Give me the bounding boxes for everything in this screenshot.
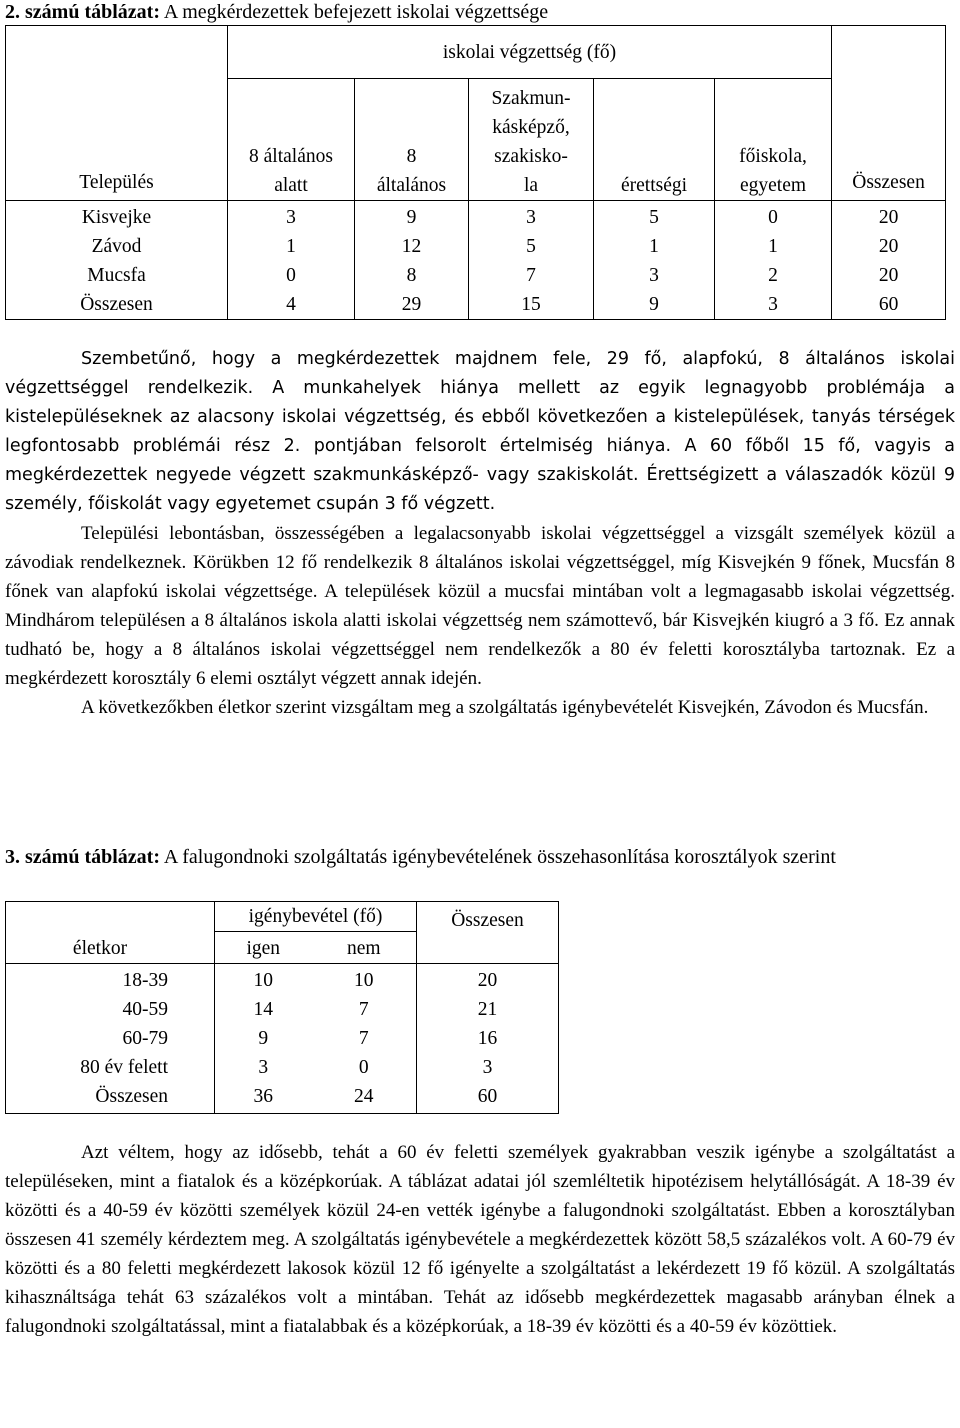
table3: [5, 901, 559, 1114]
row-name-kisvejke: Kisvejke: [81, 207, 152, 228]
table3-caption-text: A falugondnoki szolgáltatás igénybevételének összehasonlítása korosztályok szerint: [159, 846, 836, 868]
table2-row-names: [6, 201, 228, 320]
table3-col-osszesen: 20 21 16 3 60: [417, 964, 559, 1114]
table2-caption-text: A megkérdezettek befejezett iskolai végzettsége: [159, 1, 549, 23]
table3-caption: [5, 843, 955, 872]
analysis-text-1: [5, 345, 955, 722]
table2-col-erettsegi: 5 1 3 9: [594, 201, 715, 320]
paragraph-1: Szembetűnő, hogy a megkérdezettek majdnem fele, 29 fő, alapfokú, 8 általános iskolai végzettséggel rendelkezik. A munkahelyek hiánya mellett az egyik legnagyobb problémája a kistelepüléseknek az alacsony iskolai végzettség, és ebből következően a kistelepülések, tanyás térségek legfontosabb problémái rész 2. pontjában felsorolt értelmiség hiánya. A 60 főből 15 fő, vagyis a megkérdezettek negyede végzett szakmunkásképző- vagy szakiskolát. Érettségizett a válaszadók közül 9 személy, főiskolát vagy egyetemet csupán 3 fő végzett.: [5, 349, 955, 514]
paragraph-2: Települési lebontásban, összességében a legalacsonyabb iskolai végzettséggel a vizsgált személyek közül a závodiak rendelkeznek. Körükben 12 fő rendelkezik 8 általános iskolai végzettséggel, míg Kisvejkén 9 főnek, Mucsfán 8 főnek van alapfokú iskolai végzettsége. A települések közül a mucsfai mintában volt a legmagasabb iskolai végzettség. Mindhárom településen a 8 általános iskola alatti iskolai végzettség nem számottevő, bár Kisvejkén kiugró a 3 fő. Ez annak tudható be, hogy a 8 általános iskolai végzettséggel nem rendelkezők a 80 év feletti korosztályba tartoznak. Ez a megkérdezett korosztály 6 elemi osztályt végzett annak idején.: [5, 523, 955, 689]
table2-col-osszesen: 20 20 20 60: [832, 201, 946, 320]
header-8-altalanos: 8 általános: [355, 79, 469, 201]
table2-caption-label: 2. számú táblázat:: [5, 1, 160, 23]
age-18-39: 18-39: [122, 970, 168, 991]
age-osszesen: Összesen: [95, 1086, 168, 1107]
analysis-text-2: [5, 1138, 955, 1341]
header-erettsegi: érettségi: [594, 79, 715, 201]
header-osszesen: Összesen: [832, 26, 946, 201]
row-name-zavod: Závod: [91, 236, 142, 257]
table2-caption: [5, 0, 548, 24]
row-name-osszesen: Összesen: [80, 294, 153, 315]
age-80-felett: 80 év felett: [80, 1057, 168, 1078]
header-nem: nem: [346, 938, 381, 959]
age-60-79: 60-79: [122, 1028, 168, 1049]
paragraph-3: A következőkben életkor szerint vizsgáltam meg a szolgáltatás igénybevételét Kisvejkén, Závodon és Mucsfán.: [81, 697, 929, 718]
header-8-altalanos-alatt: 8 általános alatt: [228, 79, 355, 201]
header-telepules: Település: [79, 172, 154, 193]
table2-col-szakmunkas: 3 5 7 15: [469, 201, 594, 320]
row-name-mucsfa: Mucsfa: [87, 265, 146, 286]
table3-col-igen: 10 14 9 3 36: [215, 964, 312, 1114]
header-igen: igen: [246, 938, 281, 959]
header-foiskola: főiskola, egyetem: [715, 79, 832, 201]
header-szakmunkaskepzo: Szakmun- kásképző, szakisko- la: [469, 79, 594, 201]
header-group-vegzettseg: iskolai végzettség (fő): [228, 26, 832, 79]
header-osszesen-3: Összesen: [417, 902, 559, 964]
table2-col-foiskola: 0 1 2 3: [715, 201, 832, 320]
table2-col-8-altalanos: 9 12 8 29: [355, 201, 469, 320]
table2-col-8-alatt: 3 1 0 4: [228, 201, 355, 320]
table2: [5, 25, 946, 320]
header-eletkor: életkor: [6, 932, 215, 964]
age-40-59: 40-59: [122, 999, 168, 1020]
paragraph-4: Azt véltem, hogy az idősebb, tehát a 60 év feletti személyek gyakrabban veszik igénybe a szolgáltatást a településeken, mint a fiatalok és a középkorúak. A táblázat adatai jól szemléltetik hipotézisem helytállóságát. A 18-39 év közötti és a 40-59 év közötti személyek közül 24-en vették igénybe a falugondnoki szolgáltatást. Ebben a korosztályban összesen 41 személy kérdeztem meg. A szolgáltatás igénybevétele a megkérdezettek között 58,5 százalékos volt. A 60-79 év közötti és a 80 feletti megkérdezett lakosok közül 12 fő igényelte a szolgáltatást a lekérdezett 19 fő közül. A szolgáltatás kihasználtsága tehát 63 százalékos volt a mintában. Tehát az idősebb megkérdezettek magasabb arányban élnek a falugondnoki szolgáltatással, mint a fiatalabbak és a középkorúak, a 18-39 év közötti és a 40-59 év közöttiek.: [5, 1142, 955, 1337]
header-igenybevetel: igénybevétel (fő): [215, 902, 417, 932]
table3-caption-label: 3. számú táblázat:: [5, 846, 160, 868]
table3-col-age: [6, 964, 215, 1114]
table3-col-nem: 10 7 7 0 24: [312, 964, 417, 1114]
